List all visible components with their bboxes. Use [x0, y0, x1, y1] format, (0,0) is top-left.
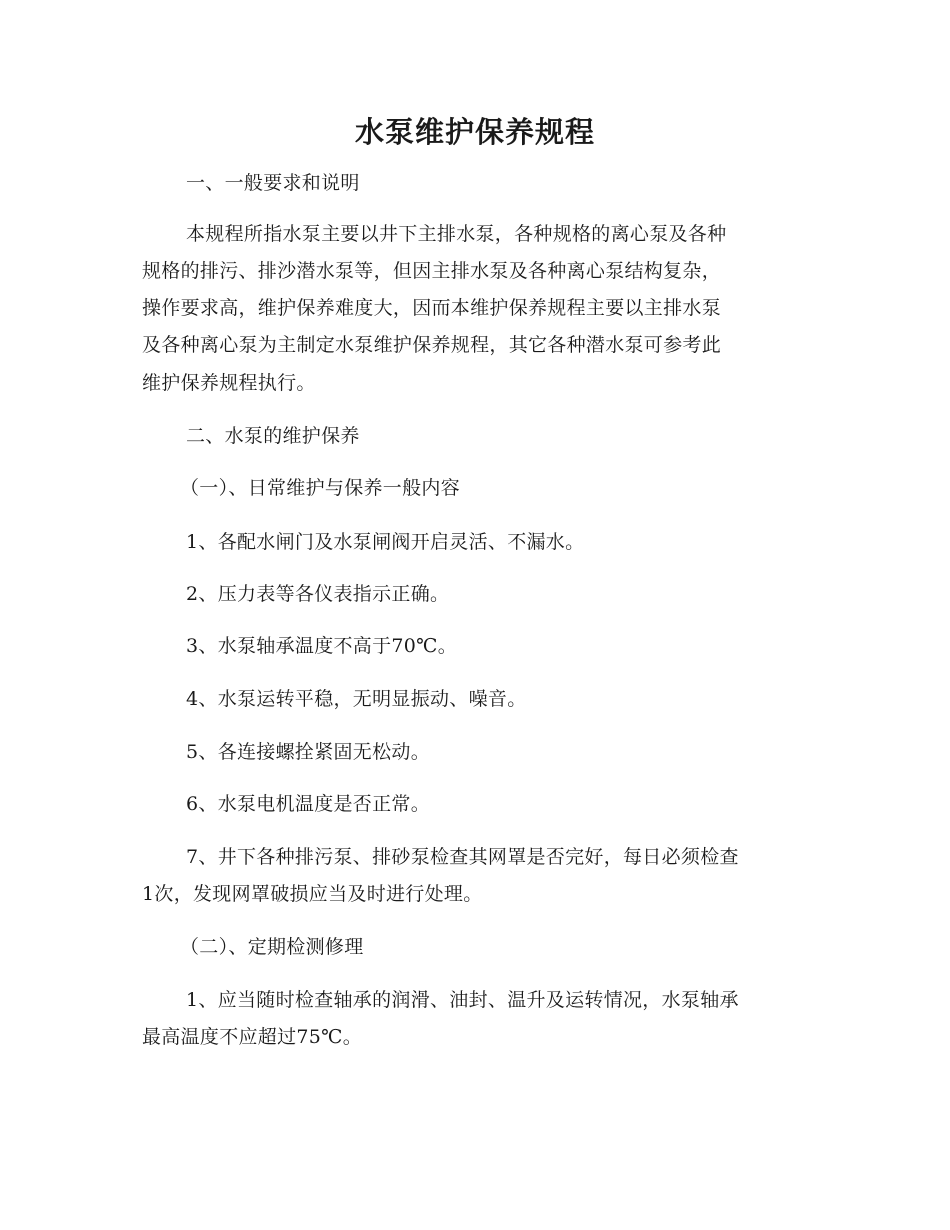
section-heading-maintenance: 二、水泵的维护保养 [186, 425, 360, 447]
list-item: 7、井下各种排污泵、排砂泵检查其网罩是否完好，每日必须检查 [186, 846, 739, 868]
paragraph-line: 规格的排污、排沙潜水泵等，但因主排水泵及各种离心泵结构复杂， [142, 260, 722, 282]
paragraph-line: 本规程所指水泵主要以井下主排水泵，各种规格的离心泵及各种 [186, 223, 727, 245]
list-item: 1、各配水闸门及水泵闸阀开启灵活、不漏水。 [186, 531, 585, 553]
paragraph-line: 操作要求高，维护保养难度大，因而本维护保养规程主要以主排水泵 [142, 297, 722, 319]
document-title: 水泵维护保养规程 [354, 115, 595, 149]
section-heading-general: 一、一般要求和说明 [186, 172, 360, 194]
list-item: 1、应当随时检查轴承的润滑、油封、温升及运转情况，水泵轴承 [186, 989, 739, 1011]
paragraph-line: 及各种离心泵为主制定水泵维护保养规程，其它各种潜水泵可参考此 [142, 334, 722, 356]
list-item: 6、水泵电机温度是否正常。 [186, 793, 430, 815]
list-item: 4、水泵运转平稳，无明显振动、噪音。 [186, 688, 527, 710]
subsection-heading-periodic: （二）、定期检测修理 [180, 936, 364, 958]
list-item: 5、各连接螺拴紧固无松动。 [186, 741, 430, 763]
list-item-continuation: 最高温度不应超过75℃。 [142, 1026, 363, 1048]
list-item: 2、压力表等各仪表指示正确。 [186, 583, 450, 605]
paragraph-line: 维护保养规程执行。 [142, 372, 316, 394]
list-item: 3、水泵轴承温度不高于70℃。 [186, 635, 458, 657]
subsection-heading-daily: （一）、日常维护与保养一般内容 [180, 477, 461, 499]
list-item-continuation: 1次，发现网罩破损应当及时进行处理。 [142, 883, 483, 905]
